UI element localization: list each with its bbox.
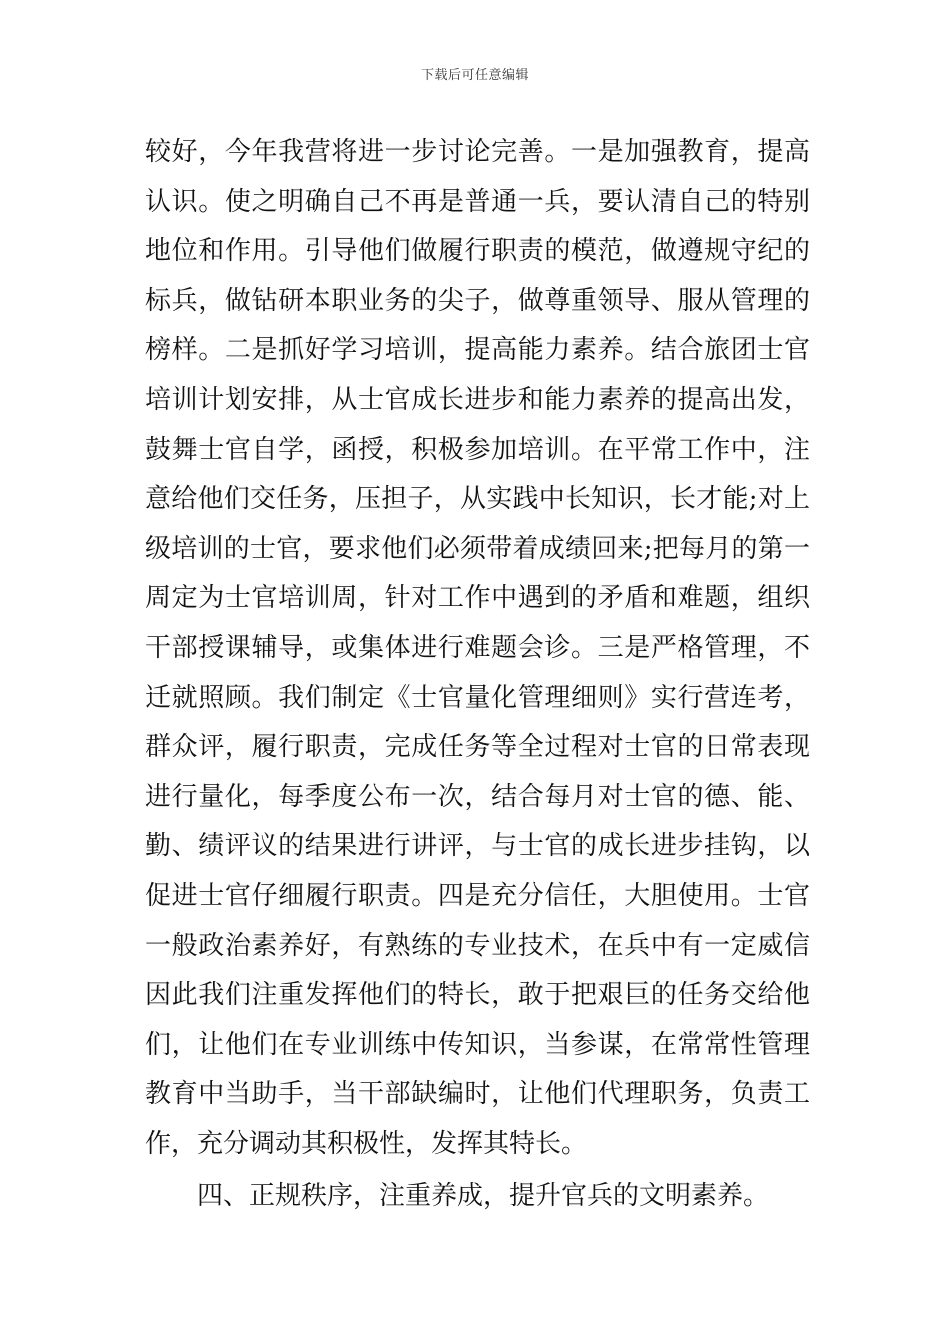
text-line: 促进士官仔细履行职责。四是充分信任，大胆使用。士官 (145, 880, 810, 911)
text-line: 培训计划安排，从士官成长进步和能力素养的提高出发， (145, 384, 810, 415)
page-header: 下载后可任意编辑 (420, 68, 529, 83)
text-line: 标兵，做钻研本职业务的尖子，做尊重领导、服从管理的 (145, 285, 810, 316)
text-line: 鼓舞士官自学，函授，积极参加培训。在平常工作中，注 (145, 434, 810, 465)
text-line: 地位和作用。引导他们做履行职责的模范，做遵规守纪的 (145, 236, 810, 267)
text-line: 较好，今年我营将进一步讨论完善。一是加强教育，提高 (145, 137, 810, 167)
text-line: 意给他们交任务，压担子，从实践中长知识，长才能;对上 (145, 484, 810, 515)
text-line: 教育中当助手，当干部缺编时，让他们代理职务，负责工 (145, 1079, 810, 1110)
text-line: 迁就照顾。我们制定《士官量化管理细则》实行营连考， (145, 682, 810, 713)
text-line: 认识。使之明确自己不再是普通一兵，要认清自己的特别 (145, 186, 810, 217)
text-line: 周定为士官培训周，针对工作中遇到的矛盾和难题，组织 (145, 583, 810, 614)
text-line: 作，充分调动其积极性，发挥其特长。 (145, 1128, 588, 1159)
text-line: 因此我们注重发挥他们的特长，敢于把艰巨的任务交给他 (145, 980, 810, 1011)
text-line: 一般政治素养好，有熟练的专业技术，在兵中有一定威信 (145, 930, 810, 961)
text-line: 榜样。二是抓好学习培训，提高能力素养。结合旅团士官 (145, 335, 810, 366)
text-line: 群众评，履行职责，完成任务等全过程对士官的日常表现 (145, 732, 810, 763)
section-heading: 四、正规秩序，注重养成，提升官兵的文明素养。 (197, 1181, 770, 1212)
body-text (145, 128, 810, 1222)
text-line: 干部授课辅导，或集体进行难题会诊。三是严格管理，不 (145, 632, 810, 663)
text-line: 进行量化，每季度公布一次，结合每月对士官的德、能、 (145, 781, 810, 812)
text-line: 勤、绩评议的结果进行讲评，与士官的成长进步挂钩，以 (145, 831, 810, 862)
text-line: 们，让他们在专业训练中传知识，当参谋，在常常性管理 (145, 1029, 810, 1060)
text-line: 级培训的士官，要求他们必须带着成绩回来;把每月的第一 (145, 533, 810, 564)
